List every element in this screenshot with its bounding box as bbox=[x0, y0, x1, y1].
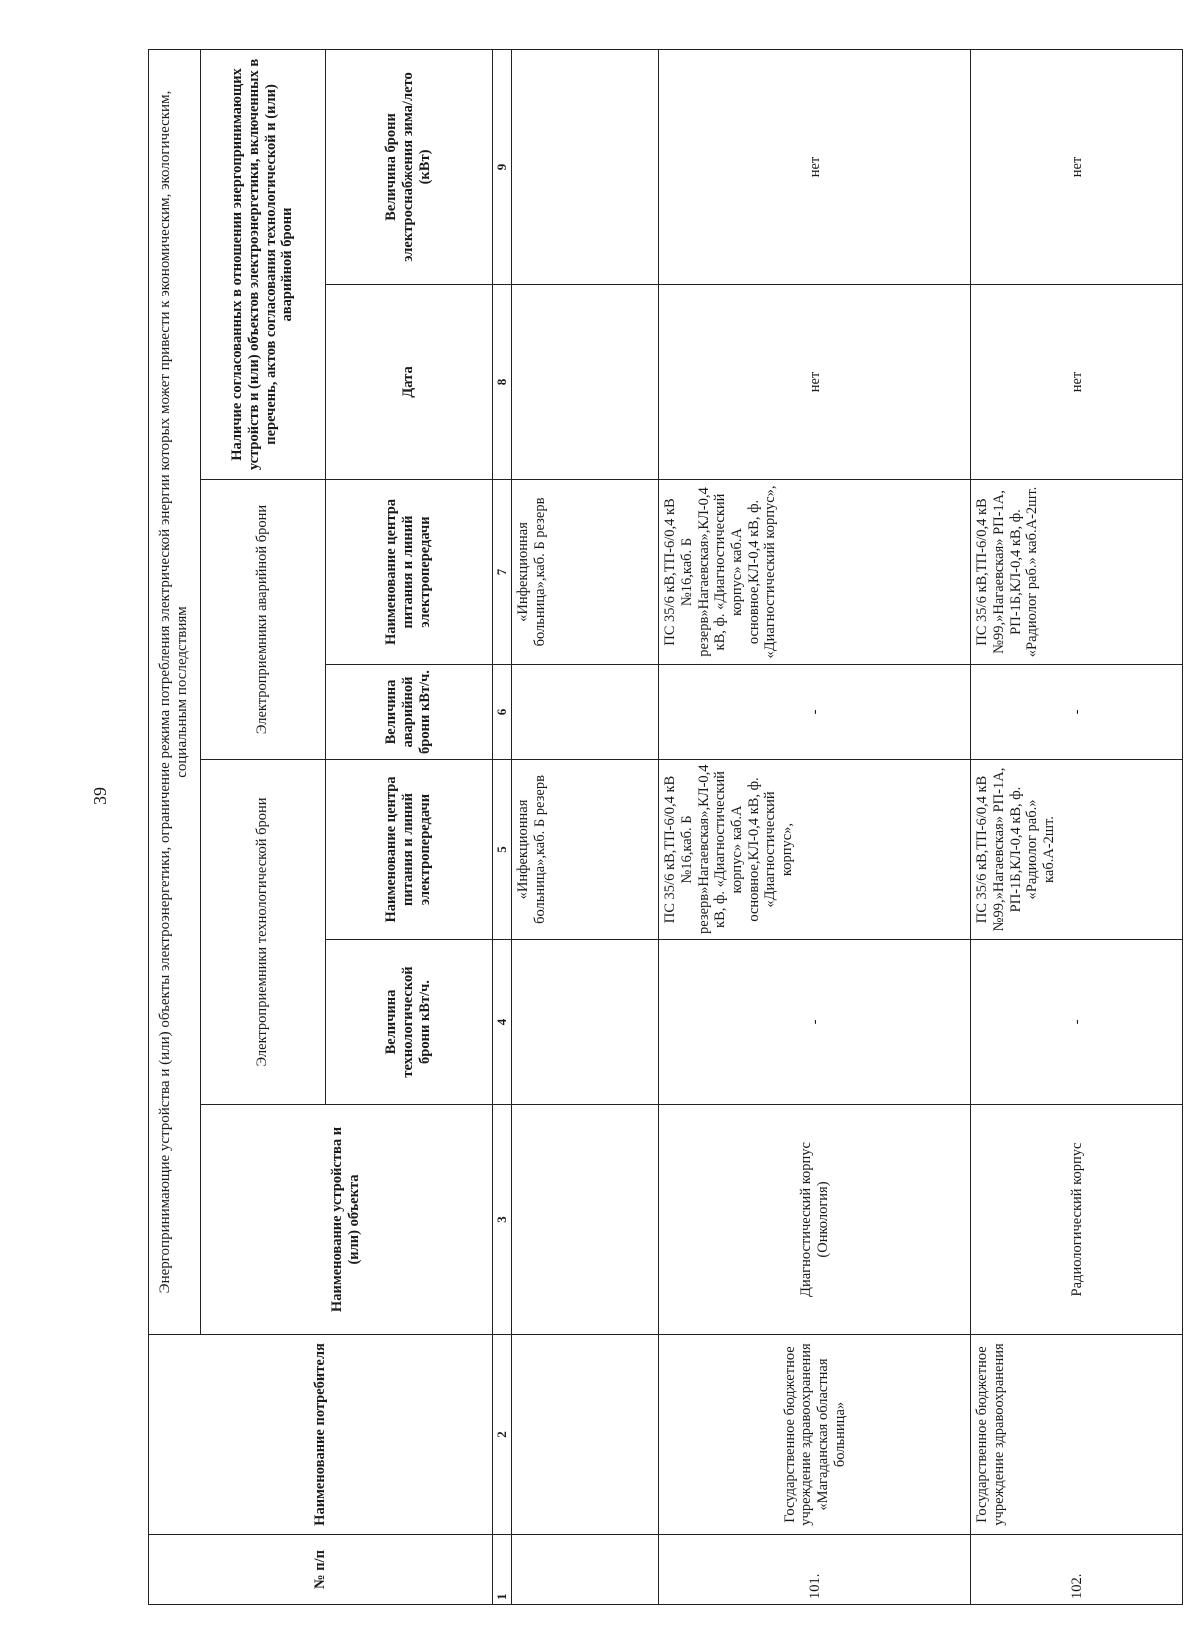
header-reserve: Величина брони электроснабжения зима/лето (кВт) bbox=[325, 49, 492, 284]
row-reserve bbox=[512, 49, 659, 284]
header-tech-center: Наименование центра питания и линий электропередачи bbox=[325, 760, 492, 940]
row-tech-center: «Инфекционная больница»,каб. Б резерв bbox=[512, 760, 659, 940]
row-date bbox=[512, 285, 659, 480]
row-consumer: Государственное бюджетное учреждение здравоохранения bbox=[971, 1335, 1183, 1535]
row-tech-value: - bbox=[659, 940, 971, 1105]
header-emerg-center: Наименование центра питания и линий электропередачи bbox=[325, 480, 492, 665]
row-num bbox=[512, 1535, 659, 1605]
header-agreed-group: Наличие согласованных в отношении энергопринимающих устройств и (или) объектов электроэнергетики, включенных в перечень, актов согласования технологической и (или) аварийной брони bbox=[200, 49, 325, 479]
index-cell: 5 bbox=[492, 760, 512, 940]
index-cell: 1 bbox=[492, 1535, 512, 1605]
row-emerg-center: ПС 35/6 кВ,ТП-6/0,4 кВ №16,каб. Б резерв»Нагаевская»,КЛ-0,4 кВ, ф. «Диагностический корпус» каб.А основное,КЛ-0,4 кВ, ф. «Диагностический корпус», bbox=[659, 480, 971, 665]
header-device: Наименование устройства и (или) объекта bbox=[200, 1105, 492, 1335]
row-num: 101. bbox=[659, 1535, 971, 1605]
row-date: нет bbox=[659, 285, 971, 480]
row-emerg-value: - bbox=[659, 665, 971, 760]
row-tech-value: - bbox=[971, 940, 1183, 1105]
row-emerg-center: «Инфекционная больница»,каб. Б резерв bbox=[512, 480, 659, 665]
row-date: нет bbox=[971, 285, 1183, 480]
row-reserve: нет bbox=[971, 49, 1183, 284]
row-device: Радиологический корпус bbox=[971, 1105, 1183, 1335]
row-tech-center: ПС 35/6 кВ,ТП-6/0,4 кВ №99,»Нагаевская» РП-1А, РП-1Б,КЛ-0,4 кВ, ф. «Радиолог раб.» каб.А-2шт. bbox=[971, 760, 1183, 940]
column-index-row bbox=[492, 49, 512, 1604]
header-date: Дата bbox=[325, 285, 492, 480]
row-emerg-value: - bbox=[971, 665, 1183, 760]
header-tech-value: Величина технологической брони кВт/ч. bbox=[325, 940, 492, 1105]
table-title: Энергопринимающие устройства и (или) объекты электроэнергетики, ограничение режима потребления электрической энергии которых может привести к экономическим, экологическим, социальным последствиям bbox=[149, 49, 201, 1334]
table-row bbox=[659, 49, 971, 1604]
row-device bbox=[512, 1105, 659, 1335]
row-consumer bbox=[512, 1335, 659, 1535]
row-num: 102. bbox=[971, 1535, 1183, 1605]
consumer-table bbox=[148, 49, 1183, 1605]
row-reserve: нет bbox=[659, 49, 971, 284]
rotated-table-container bbox=[148, 50, 1085, 1605]
row-tech-value bbox=[512, 940, 659, 1105]
index-cell: 6 bbox=[492, 665, 512, 760]
header-tech-group: Электроприемники технологической брони bbox=[200, 760, 325, 1105]
row-consumer: Государственное бюджетное учреждение здравоохранения «Магаданская областная больница» bbox=[659, 1335, 971, 1535]
page-number: 39 bbox=[90, 787, 110, 805]
index-cell: 9 bbox=[492, 49, 512, 284]
index-cell: 3 bbox=[492, 1105, 512, 1335]
row-device: Диагностический корпус (Онкология) bbox=[659, 1105, 971, 1335]
index-cell: 7 bbox=[492, 480, 512, 665]
header-emerg-group: Электроприемники аварийной брони bbox=[200, 480, 325, 760]
header-emerg-value: Величина аварийной брони кВт/ч. bbox=[325, 665, 492, 760]
index-cell: 2 bbox=[492, 1335, 512, 1535]
table-row bbox=[971, 49, 1183, 1604]
index-cell: 4 bbox=[492, 940, 512, 1105]
index-cell: 8 bbox=[492, 285, 512, 480]
header-num: № п/п bbox=[149, 1535, 493, 1605]
table-row bbox=[512, 49, 659, 1604]
header-consumer: Наименование потребителя bbox=[149, 1335, 493, 1535]
row-emerg-value bbox=[512, 665, 659, 760]
row-emerg-center: ПС 35/6 кВ,ТП-6/0,4 кВ №99,»Нагаевская» РП-1А, РП-1Б,КЛ-0,4 кВ, ф. «Радиолог раб.» каб.А-2шт. bbox=[971, 480, 1183, 665]
row-tech-center: ПС 35/6 кВ,ТП-6/0,4 кВ №16,каб. Б резерв»Нагаевская»,КЛ-0,4 кВ, ф. «Диагностический корпус» каб.А основное,КЛ-0,4 кВ, ф. «Диагностический корпус», bbox=[659, 760, 971, 940]
